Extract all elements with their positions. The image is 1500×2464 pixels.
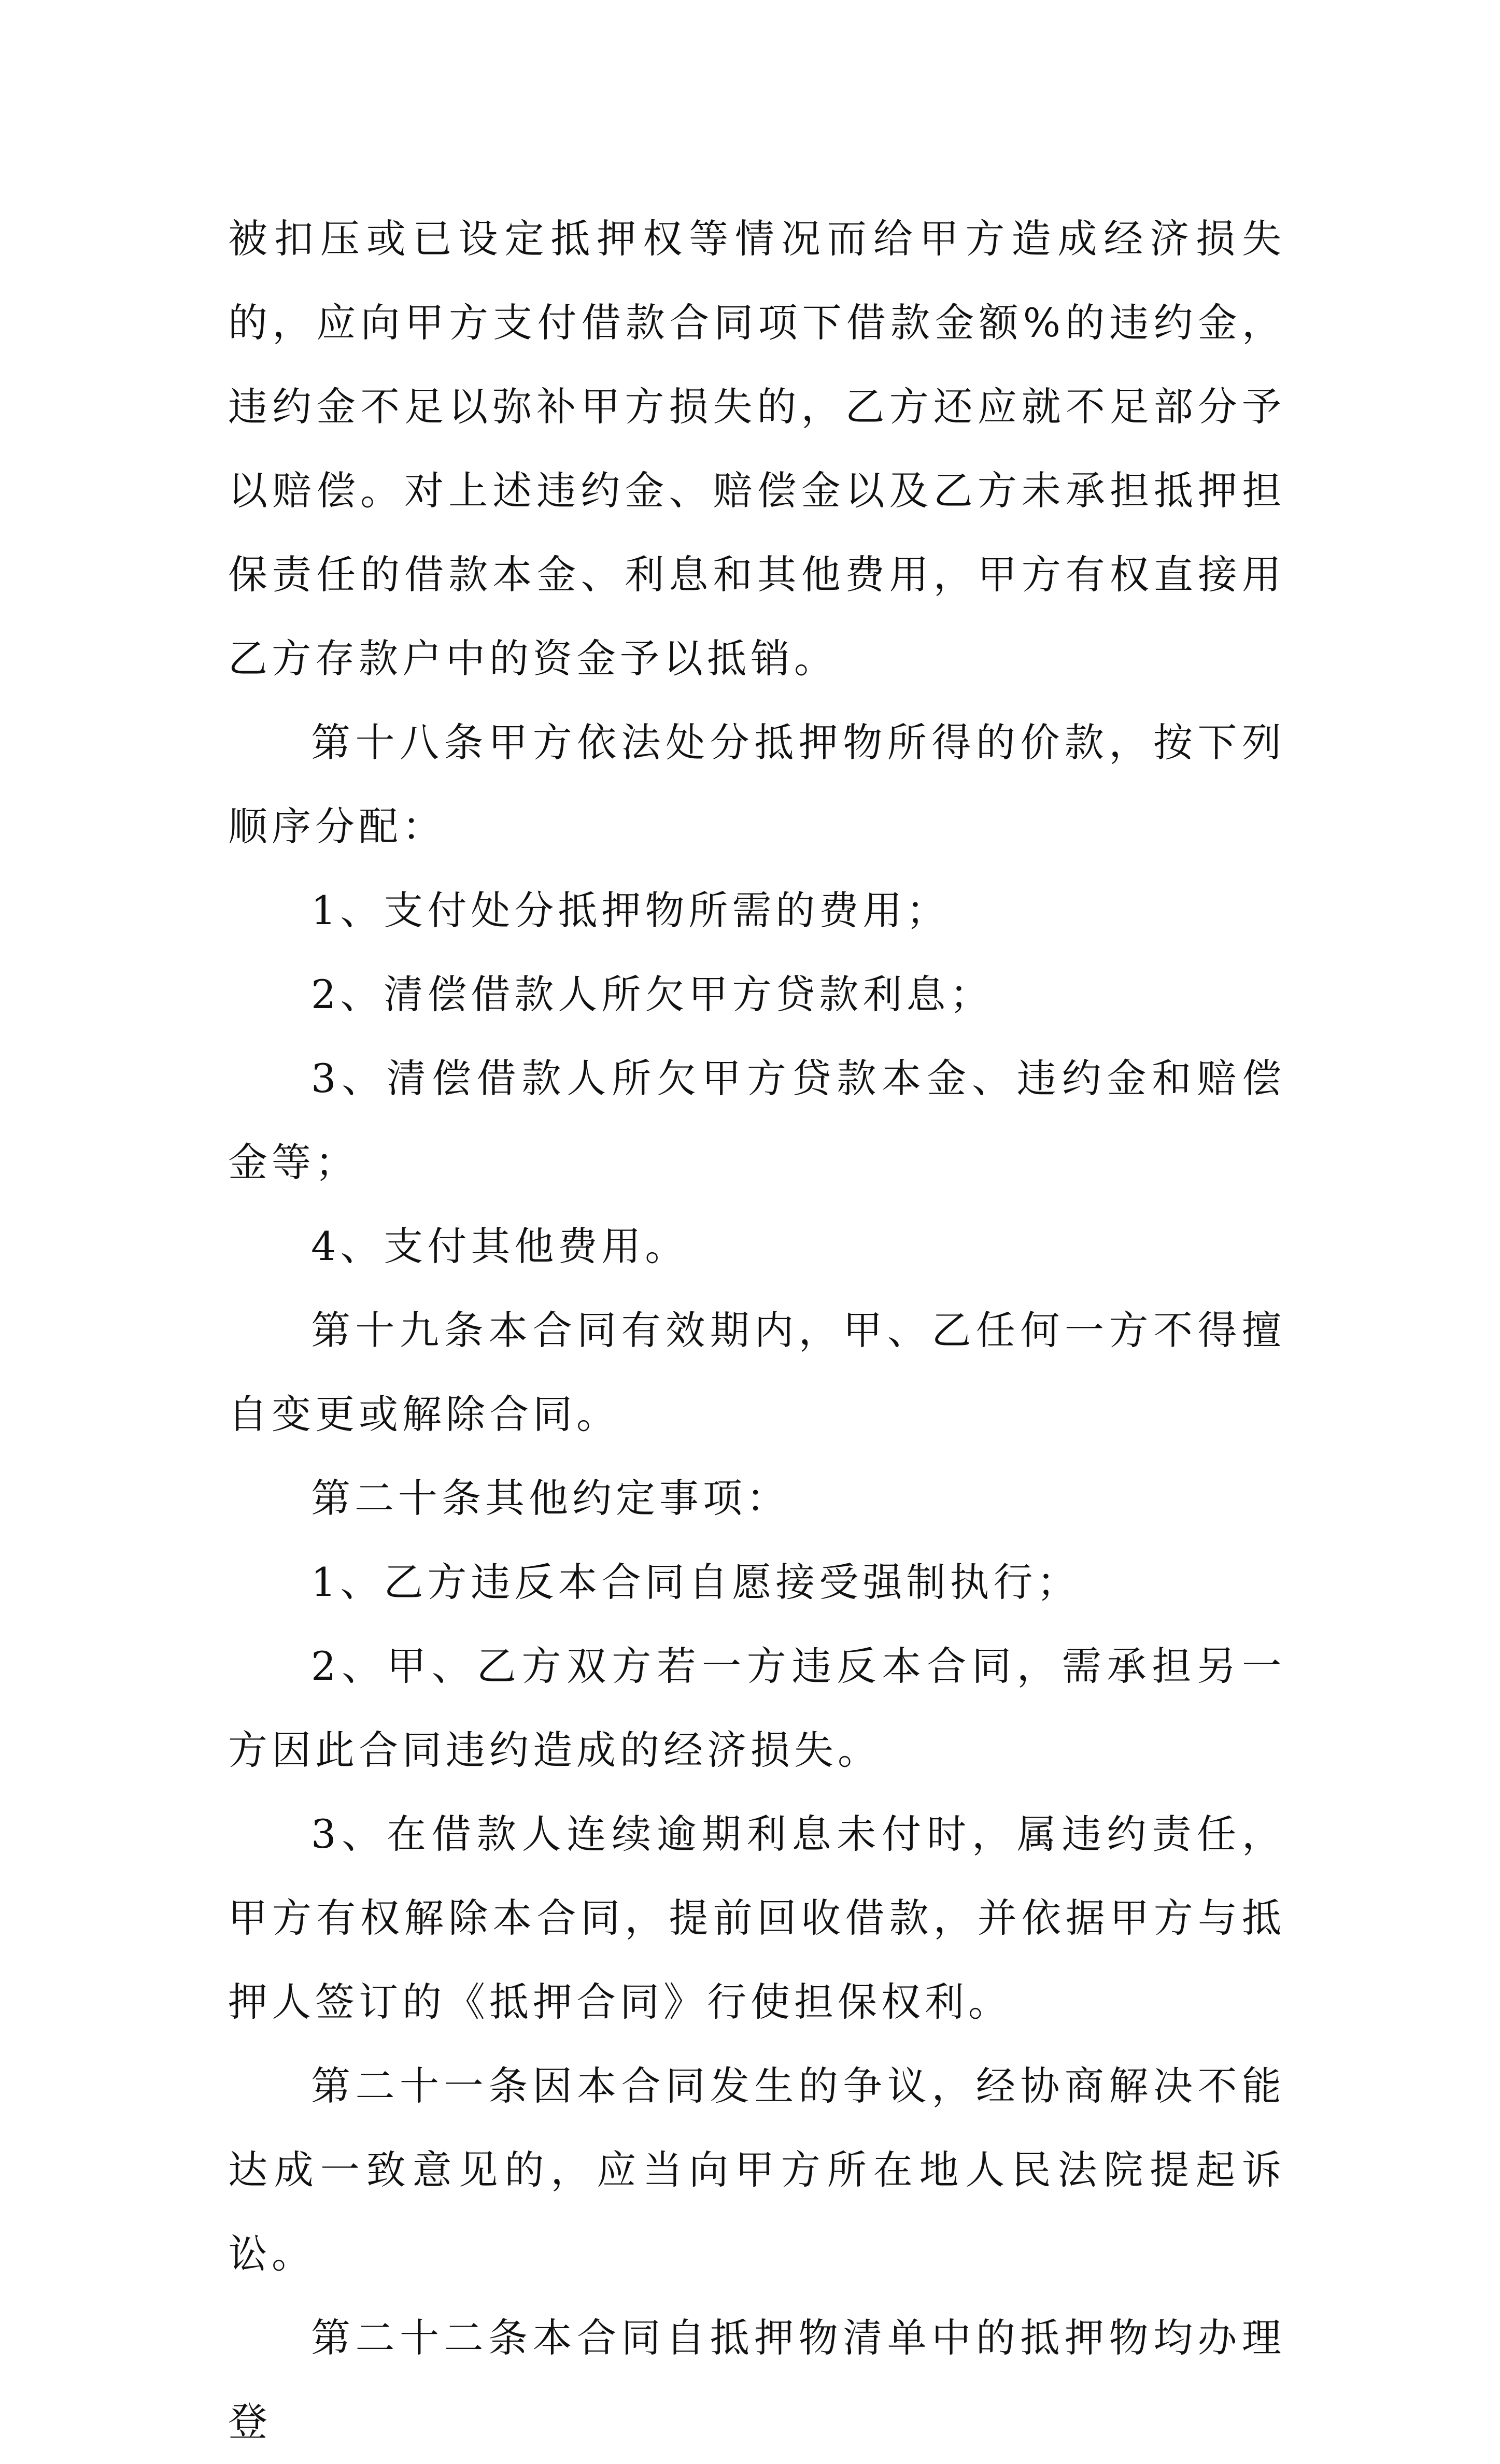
list-item: 2、甲、乙方双方若一方违反本合同，需承担另一方因此合同违约造成的经济损失。 bbox=[228, 1643, 1285, 1773]
list-item: 3、在借款人连续逾期利息未付时，属违约责任，甲方有权解除本合同，提前回收借款，并依据甲方与抵押人签订的《抵押合同》行使担保权利。 bbox=[228, 1811, 1285, 2025]
paragraph-continuation: 被扣压或已设定抵押权等情况而给甲方造成经济损失的，应向甲方支付借款合同项下借款金额%的违约金，违约金不足以弥补甲方损失的，乙方还应就不足部分予以赔偿。对上述违约金、赔偿金以及乙方未承担抵押担保责任的借款本金、利息和其他费用，甲方有权直接用乙方存款户中的资金予以抵销。 bbox=[228, 216, 1285, 682]
list-item: 2、清偿借款人所欠甲方贷款利息； bbox=[311, 971, 994, 1017]
paragraph-article-21: 第二十一条因本合同发生的争议，经协商解决不能达成一致意见的，应当向甲方所在地人民法院提起诉讼。 bbox=[228, 2063, 1285, 2277]
list-item: 1、乙方违反本合同自愿接受强制执行； bbox=[311, 1559, 1081, 1605]
paragraph-article-19: 第十九条本合同有效期内，甲、乙任何一方不得擅自变更或解除合同。 bbox=[228, 1307, 1285, 1437]
document-body bbox=[228, 197, 1285, 2464]
paragraph-article-18: 第十八条甲方依法处分抵押物所得的价款，按下列顺序分配： bbox=[228, 719, 1285, 849]
list-item: 3、清偿借款人所欠甲方贷款本金、违约金和赔偿金等； bbox=[228, 1055, 1285, 1185]
paragraph-article-22: 第二十二条本合同自抵押物清单中的抵押物均办理登 bbox=[228, 2315, 1285, 2445]
list-item: 4、支付其他费用。 bbox=[311, 1223, 689, 1269]
list-item: 1、支付处分抵押物所需的费用； bbox=[311, 887, 950, 933]
paragraph-article-20: 第二十条其他约定事项： bbox=[311, 1475, 790, 1521]
